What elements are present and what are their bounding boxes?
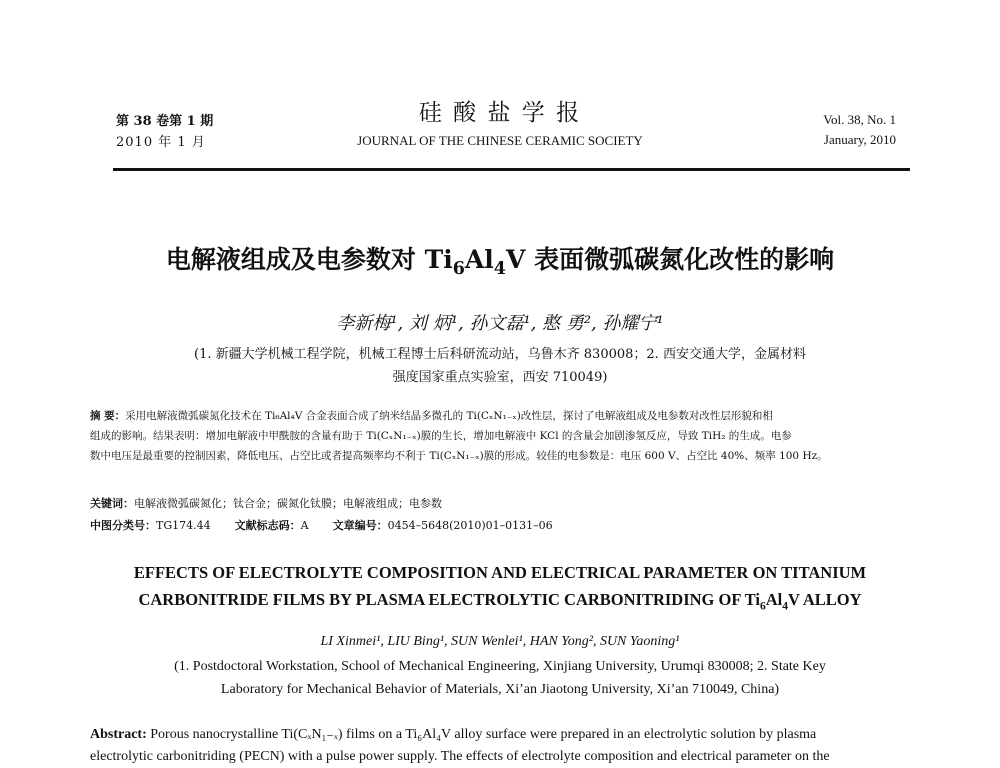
issue-cn: 第 38 卷第 1 期 [116, 114, 214, 129]
affiliation-en-2: Laboratory for Mechanical Behavior of Materials, Xi’an Jiaotong University, Xi’an 710049, China) [220, 682, 780, 697]
affiliation-cn-1: (1. 新疆大学机械工程学院，机械工程博士后科研流动站，乌鲁木齐 830008；2. 西安交通大学，金属材料 [194, 347, 806, 362]
abstract-cn-line: 组成的影响。结果表明：增加电解液中甲酰胺的含量有助于 Ti(CₓN₁₋ₓ)膜的生长，增加电解液中 KCl 的含量会加剧渗氢反应，导致 TiH₂ 的生成。电参 [90, 430, 792, 442]
abstract-en [90, 724, 915, 768]
date-en: January, 2010 [823, 132, 896, 147]
journal-title-en: JOURNAL OF THE CHINESE CERAMIC SOCIETY [357, 133, 643, 148]
affiliation-cn-2: 强度国家重点实验室，西安 710049) [392, 370, 608, 385]
abstract-cn-label: 摘 要： [90, 410, 126, 422]
affiliation-en-1: (1. Postdoctoral Workstation, School of Mechanical Engineering, Xinjiang University, Urumqi 830008; 2. State Key [174, 659, 826, 674]
volume-en: Vol. 38, No. 1 [823, 112, 896, 127]
date-cn: 2010 年 1 月 [116, 135, 206, 150]
authors-cn: 李新梅¹, 刘 炳¹, 孙文磊¹, 憨 勇², 孙耀宁¹ [336, 313, 664, 334]
title-cn: 电解液组成及电参数对 $Ti_6Al_4V$ 表面微弧碳氮化改性的影响 [165, 245, 835, 279]
journal-title-cn: 硅 酸 盐 学 报 [418, 100, 582, 126]
title-en-line-2: CARBONITRIDE FILMS BY PLASMA ELECTROLYTIC CARBONITRIDING OF $Ti_6Al_4V$ ALLOY [138, 590, 862, 613]
authors-en: LI Xinmei¹, LIU Bing¹, SUN Wenlei¹, HAN Yong², SUN Yaoning¹ [320, 634, 680, 649]
keywords-cn: 关键词：电解液微弧碳氮化；钛合金；碳氮化钛膜；电解液组成；电参数 [90, 497, 442, 510]
abstract-en-line: Porous nanocrystalline Ti(CₓN₁₋ₓ) films on a Ti₆Al₄V alloy surface were prepared in an electrolytic solution by plasma [150, 727, 817, 742]
classification-cn: 中图分类号：TG174.44 文献标志码：A 文章编号：0454–5648(2010)01–0131–06 [90, 519, 553, 532]
header-rule [113, 168, 910, 171]
abstract-cn [90, 406, 915, 466]
abstract-cn-line: 数中电压是最重要的控制因素，降低电压、占空比或者提高频率均不利于 Ti(CₓN₁₋ₓ)膜的形成。较佳的电参数是：电压 600 V、占空比 40%、频率 100 Hz。 [90, 450, 828, 462]
title-en-line-1: EFFECTS OF ELECTROLYTE COMPOSITION AND ELECTRICAL PARAMETER ON TITANIUM [133, 563, 867, 582]
abstract-en-line: electrolytic carbonitriding (PECN) with a pulse power supply. The effects of electrolyte composition and electrical parameter on the [90, 749, 830, 764]
abstract-cn-line: 采用电解液微弧碳氮化技术在 Ti₆Al₄V 合金表面合成了纳米结晶多微孔的 Ti(CₓN₁₋ₓ)改性层，探讨了电解液组成及电参数对改性层形貌和相 [125, 410, 773, 422]
abstract-en-label: Abstract: [90, 727, 147, 742]
